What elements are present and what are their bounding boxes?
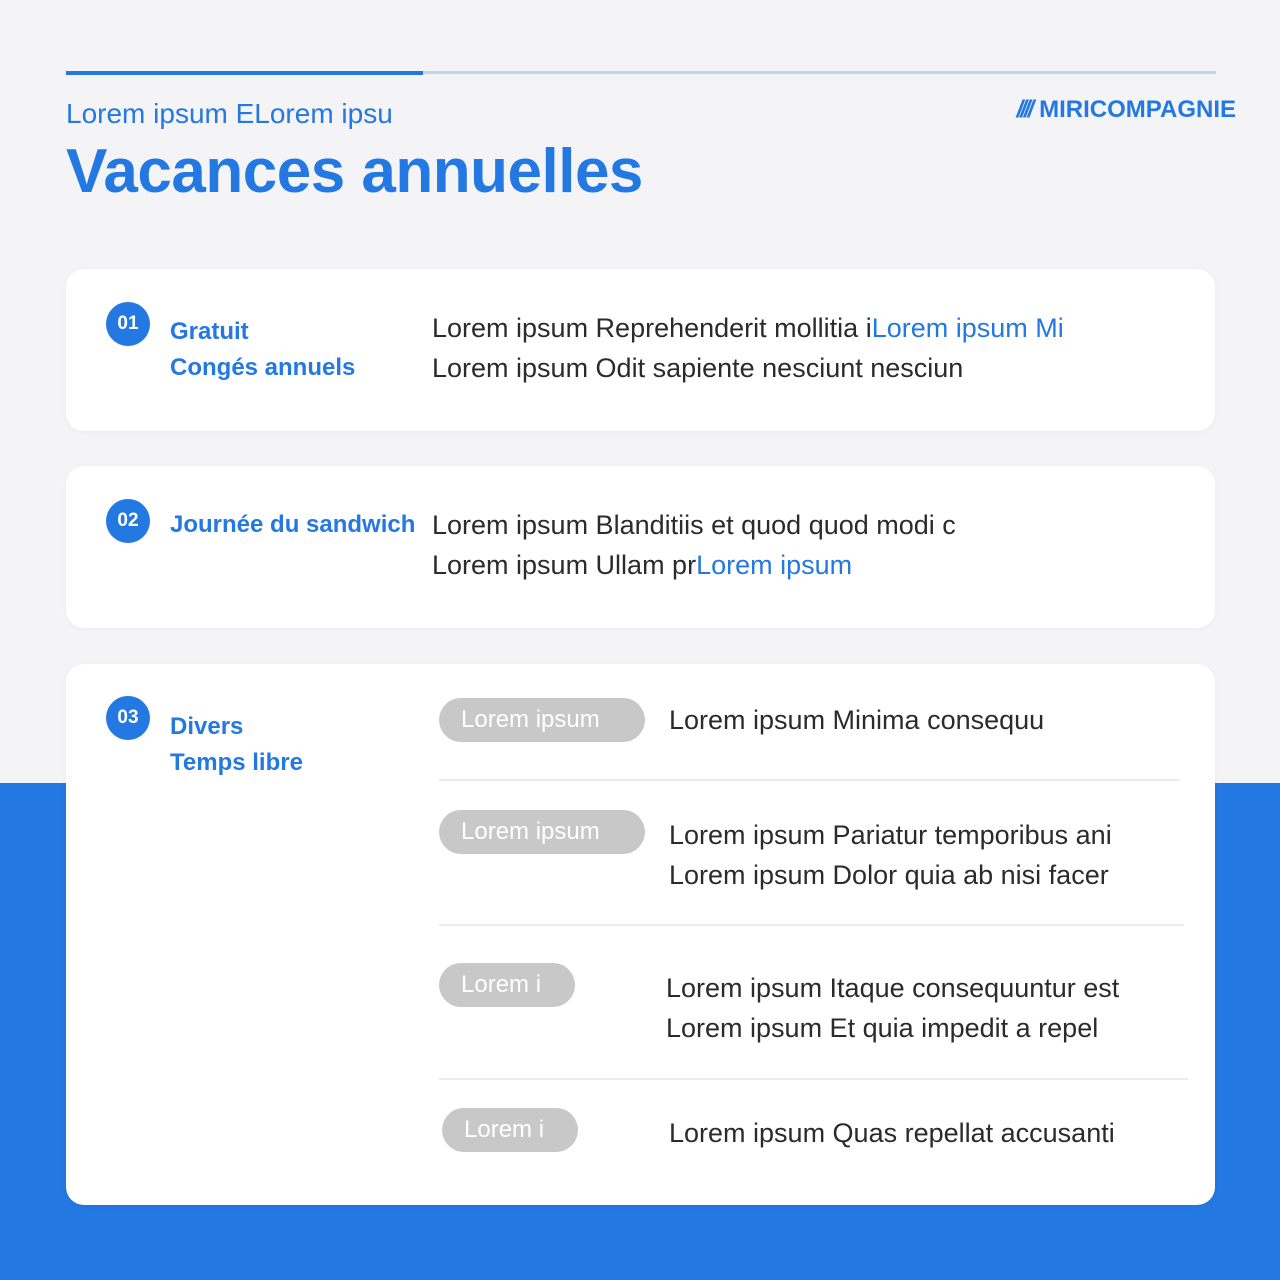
tag-pill: Lorem ipsum bbox=[439, 810, 645, 854]
row-divider bbox=[439, 924, 1184, 926]
description-line bbox=[432, 308, 1064, 348]
tag-pill: Lorem ipsum bbox=[439, 698, 645, 742]
brand-name: MIRICOMPAGNIE bbox=[1039, 96, 1236, 123]
section-label-secondary: Congés annuels bbox=[170, 354, 356, 381]
slashes-icon: //// bbox=[1016, 96, 1032, 123]
brand-logo bbox=[1016, 96, 1236, 124]
section-card-03 bbox=[66, 664, 1215, 1205]
description-line: Lorem ipsum Blanditiis et quod quod modi c bbox=[432, 510, 956, 540]
tag-pill: Lorem i bbox=[442, 1108, 578, 1152]
row-divider bbox=[439, 1078, 1188, 1080]
section-label-primary: Gratuit bbox=[170, 318, 249, 345]
description-text: Lorem ipsum Ullam pr bbox=[432, 550, 697, 580]
page-title: Vacances annuelles bbox=[66, 137, 643, 206]
description-highlight: Lorem ipsum bbox=[696, 550, 853, 580]
row-description: Lorem ipsum Minima consequu bbox=[669, 705, 1045, 735]
progress-track bbox=[66, 71, 1216, 74]
description-highlight: Lorem ipsum Mi bbox=[871, 313, 1064, 343]
progress-fill bbox=[66, 71, 423, 75]
tag-pill: Lorem i bbox=[439, 963, 575, 1007]
row-description: Lorem ipsum Pariatur temporibus ani bbox=[669, 820, 1112, 850]
section-label-primary: Journée du sandwich bbox=[170, 511, 416, 538]
description-line: Lorem ipsum Odit sapiente nesciunt nesciun bbox=[432, 353, 964, 383]
section-label-secondary: Temps libre bbox=[170, 749, 303, 776]
section-label-primary: Divers bbox=[170, 713, 244, 740]
section-number-badge: 01 bbox=[106, 302, 150, 346]
row-description: Lorem ipsum Quas repellat accusanti bbox=[669, 1118, 1115, 1148]
section-card-01 bbox=[66, 269, 1215, 431]
description-text: Lorem ipsum Reprehenderit mollitia i bbox=[432, 313, 872, 343]
section-card-02 bbox=[66, 466, 1215, 628]
section-number-badge: 03 bbox=[106, 696, 150, 740]
subtitle: Lorem ipsum ELorem ipsu bbox=[66, 98, 393, 129]
row-description: Lorem ipsum Dolor quia ab nisi facer bbox=[669, 860, 1109, 890]
row-divider bbox=[439, 779, 1180, 781]
row-description: Lorem ipsum Itaque consequuntur est bbox=[666, 973, 1120, 1003]
row-description: Lorem ipsum Et quia impedit a repel bbox=[666, 1013, 1099, 1043]
description-line bbox=[432, 545, 852, 585]
section-number-badge: 02 bbox=[106, 499, 150, 543]
